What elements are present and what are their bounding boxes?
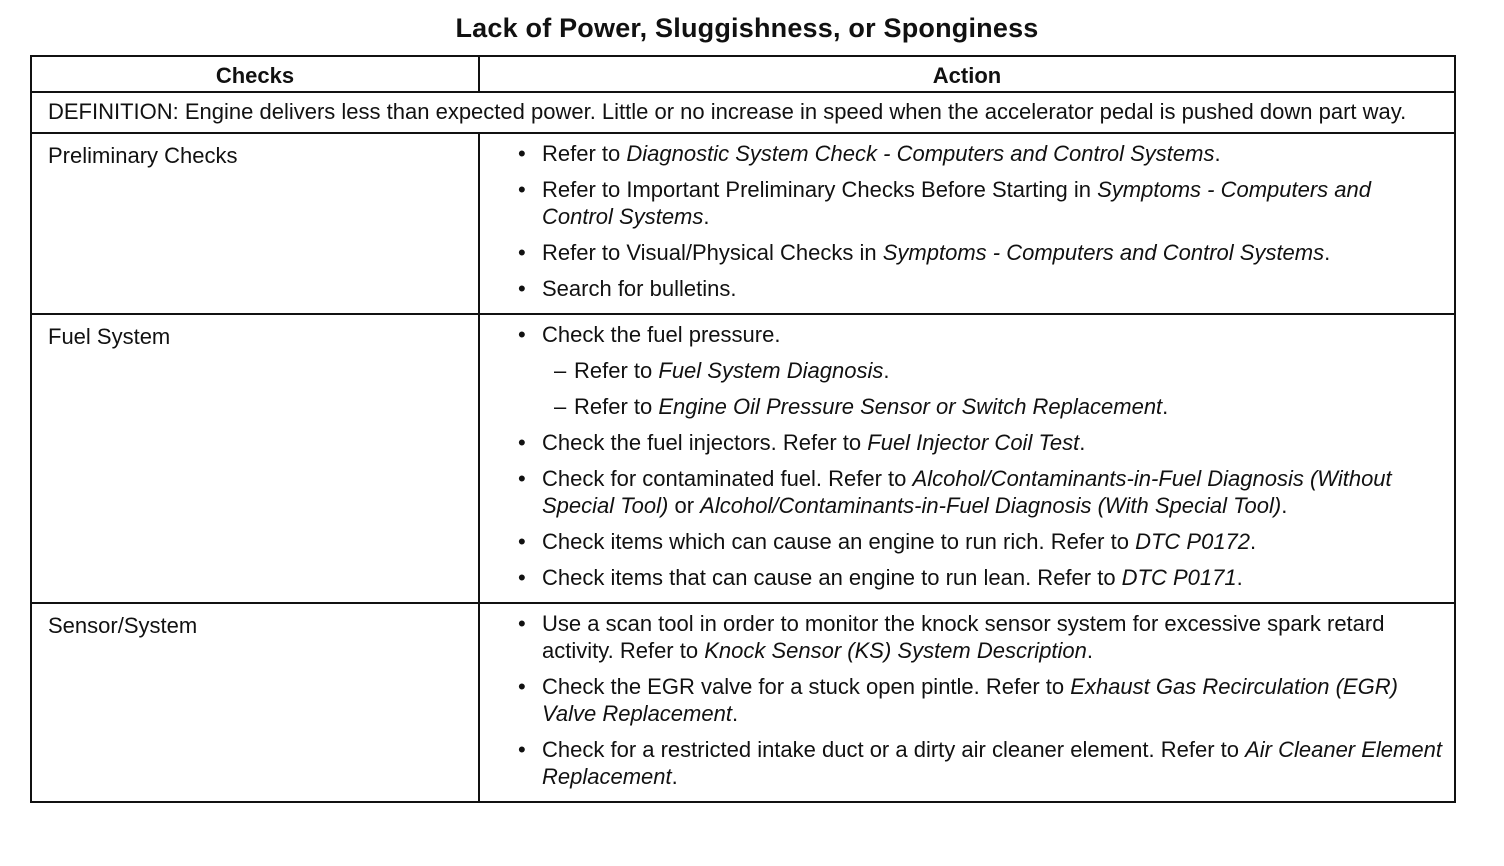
- reference-link-text: Alcohol/Contaminants-in-Fuel Diagnosis (With Special Tool): [700, 493, 1282, 518]
- action-item: [516, 239, 1442, 266]
- action-item: [516, 610, 1442, 664]
- bullet-icon: •: [518, 322, 526, 347]
- reference-link-text: Symptoms - Computers and Control Systems: [882, 240, 1325, 265]
- action-text: Check items which can cause an engine to run rich. Refer to: [542, 529, 1136, 554]
- bullet-icon: •: [518, 430, 526, 455]
- definition-text: DEFINITION: Engine delivers less than expected power. Little or no increase in speed when the accelerator pedal is pushed down part way.: [31, 92, 1455, 133]
- action-list: [516, 140, 1442, 302]
- action-text: Refer to Visual/Physical Checks in: [542, 240, 883, 265]
- action-list: [516, 321, 1442, 591]
- bullet-icon: •: [518, 276, 526, 301]
- action-item: [516, 564, 1442, 591]
- action-cell: [479, 133, 1455, 314]
- action-text-tail: .: [671, 764, 678, 789]
- bullet-icon: •: [518, 565, 526, 590]
- bullet-icon: •: [518, 141, 526, 166]
- action-text: Refer to: [574, 358, 659, 383]
- reference-link-text: Diagnostic System Check - Computers and Control Systems: [626, 141, 1215, 166]
- action-item: [516, 673, 1442, 727]
- action-item: [516, 321, 1442, 420]
- action-text-tail: .: [1162, 394, 1169, 419]
- action-text-tail: .: [731, 701, 739, 726]
- action-item: [516, 429, 1442, 456]
- action-cell: [479, 603, 1455, 802]
- action-text-tail: .: [1250, 529, 1257, 554]
- bullet-icon: •: [518, 674, 526, 699]
- symptom-table: [30, 55, 1456, 803]
- sub-action-item: [542, 357, 1442, 384]
- action-text-tail: .: [1079, 430, 1086, 455]
- action-item: [516, 176, 1442, 230]
- column-header-action: Action: [479, 56, 1455, 92]
- action-text: Use a scan tool in order to monitor the knock sensor system for excessive spark retard activity. Refer to: [542, 611, 1385, 663]
- sub-action-item: [542, 393, 1442, 420]
- reference-link-text: Engine Oil Pressure Sensor or Switch Replacement: [658, 394, 1163, 419]
- bullet-icon: •: [518, 177, 526, 202]
- action-text: Check for contaminated fuel. Refer to: [542, 466, 913, 491]
- bullet-icon: •: [518, 466, 526, 491]
- reference-link-text: DTC P0171: [1121, 565, 1237, 590]
- page-title: Lack of Power, Sluggishness, or Sponginess: [455, 13, 1039, 43]
- action-item: [516, 736, 1442, 790]
- action-text-tail: .: [1086, 638, 1094, 663]
- check-category: Sensor/System: [31, 603, 479, 802]
- reference-link-text: DTC P0172: [1135, 529, 1251, 554]
- action-text-tail: .: [703, 204, 710, 229]
- bullet-icon: •: [518, 737, 526, 762]
- action-list: [516, 610, 1442, 790]
- action-text-tail: .: [883, 358, 890, 383]
- definition-row: [31, 92, 1455, 133]
- dash-icon: –: [554, 394, 567, 419]
- check-category: Fuel System: [31, 314, 479, 603]
- action-text: Check items that can cause an engine to run lean. Refer to: [542, 565, 1122, 590]
- dash-icon: –: [554, 358, 567, 383]
- table-row: [31, 314, 1455, 603]
- table-row: [31, 603, 1455, 802]
- column-header-checks: Checks: [31, 56, 479, 92]
- sub-action-list: [542, 357, 1442, 420]
- table-row: [31, 133, 1455, 314]
- action-cell: [479, 314, 1455, 603]
- action-text: Refer to Important Preliminary Checks Before Starting in: [542, 177, 1098, 202]
- action-item: [516, 275, 1442, 302]
- reference-link-text: Fuel System Diagnosis: [658, 358, 884, 383]
- action-text: Refer to: [574, 394, 659, 419]
- action-text-tail: .: [1281, 493, 1288, 518]
- action-text: Check the fuel injectors. Refer to: [542, 430, 868, 455]
- header-row: [31, 56, 1455, 92]
- reference-link-text: Fuel Injector Coil Test: [867, 430, 1080, 455]
- action-text: Refer to: [542, 141, 627, 166]
- action-text: Search for bulletins.: [542, 276, 737, 301]
- action-item: [516, 140, 1442, 167]
- action-text: Check for a restricted intake duct or a dirty air cleaner element. Refer to: [542, 737, 1246, 762]
- bullet-icon: •: [518, 240, 526, 265]
- action-text-tail: .: [1214, 141, 1221, 166]
- reference-link-text: Knock Sensor (KS) System Description: [704, 638, 1087, 663]
- action-text-connector: or: [668, 493, 701, 518]
- action-item: [516, 465, 1442, 519]
- action-text: Check the EGR valve for a stuck open pintle. Refer to: [542, 674, 1071, 699]
- action-text-tail: .: [1236, 565, 1243, 590]
- reference-link-text: Symptoms - Computers and Control Systems: [542, 177, 1371, 229]
- reference-link-text: Alcohol/Contaminants-in-Fuel Diagnosis (Without Special Tool): [542, 466, 1392, 518]
- bullet-icon: •: [518, 611, 526, 636]
- action-item: [516, 528, 1442, 555]
- reference-link-text: Exhaust Gas Recirculation (EGR) Valve Replacement: [542, 674, 1398, 726]
- reference-link-text: Air Cleaner Element Replacement: [542, 737, 1442, 789]
- check-category: Preliminary Checks: [31, 133, 479, 314]
- action-text: Check the fuel pressure.: [542, 322, 781, 347]
- bullet-icon: •: [518, 529, 526, 554]
- action-text-tail: .: [1324, 240, 1331, 265]
